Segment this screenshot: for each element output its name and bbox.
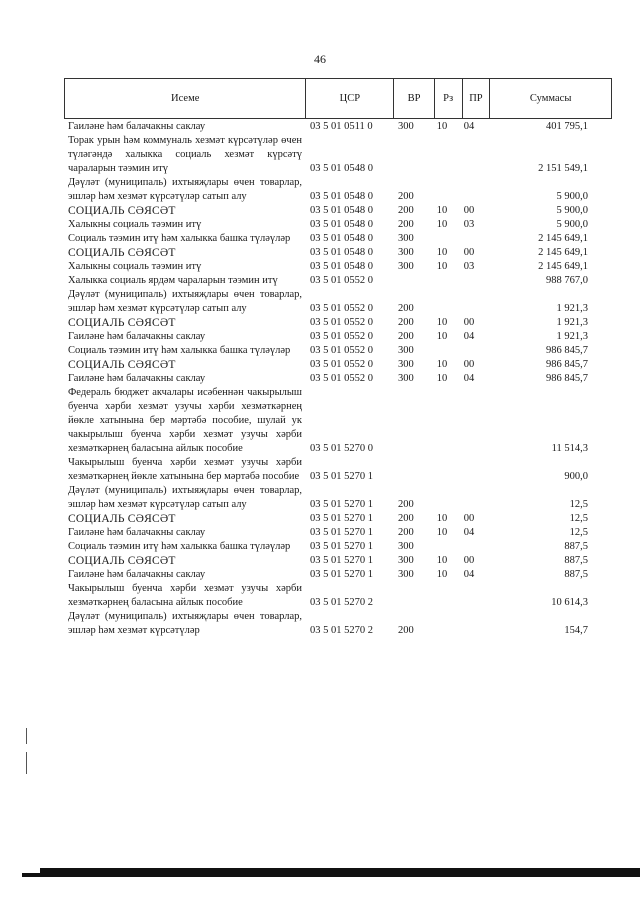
cell-name: Чакырылыш буенча хәрби хезмәт узучы хәрби хезмәткәрнең йөкле хатынына бер мәртәбә пособие	[68, 457, 302, 482]
cell-csr: 03 5 01 0552 0	[310, 275, 373, 286]
table-row	[68, 484, 588, 512]
table-row	[68, 120, 588, 134]
table-row	[68, 358, 588, 372]
table-row	[68, 260, 588, 274]
table-row	[68, 232, 588, 246]
cell-vr: 300	[398, 345, 414, 356]
table-row	[68, 274, 588, 288]
margin-mark	[26, 752, 27, 774]
cell-sum: 12,5	[569, 527, 588, 538]
cell-rz: 10	[436, 331, 448, 342]
cell-csr: 03 5 01 0552 0	[310, 303, 373, 314]
cell-name: СОЦИАЛЬ СӘЯСӘТ	[68, 317, 176, 329]
table-row	[68, 554, 588, 568]
cell-vr: 300	[398, 247, 414, 258]
cell-vr: 200	[398, 513, 414, 524]
cell-vr: 300	[398, 121, 414, 132]
header-vr: ВР	[394, 79, 435, 119]
cell-rz: 10	[436, 569, 448, 580]
cell-csr: 03 5 01 0552 0	[310, 345, 373, 356]
cell-sum: 986 845,7	[546, 345, 588, 356]
cell-csr: 03 5 01 0552 0	[310, 359, 373, 370]
cell-rz: 10	[436, 359, 448, 370]
cell-sum: 5 900,0	[556, 205, 588, 216]
cell-sum: 2 145 649,1	[538, 247, 588, 258]
cell-rz: 10	[436, 219, 448, 230]
cell-sum: 2 145 649,1	[538, 233, 588, 244]
cell-pr: 03	[463, 219, 475, 230]
cell-vr: 300	[398, 233, 414, 244]
cell-name: Торак урын һәм коммуналь хезмәт күрсәтүләр өчен түләгәндә халыкка социаль хезмәт күрсәтү чараларын тәэмин итү	[68, 135, 302, 174]
cell-name: Гаиләне һәм балачакны саклау	[68, 121, 206, 132]
table-row	[68, 316, 588, 330]
cell-csr: 03 5 01 0552 0	[310, 317, 373, 328]
cell-pr: 00	[463, 359, 475, 370]
cell-name: Социаль тәэмин итү һәм халыкка башка түләүләр	[68, 233, 291, 244]
cell-vr: 200	[398, 205, 414, 216]
cell-vr: 200	[398, 527, 414, 538]
cell-vr: 300	[398, 541, 414, 552]
cell-rz: 10	[436, 247, 448, 258]
cell-name: Гаиләне һәм балачакны саклау	[68, 527, 206, 538]
cell-pr: 04	[463, 569, 475, 580]
cell-sum: 887,5	[564, 555, 588, 566]
cell-sum: 1 921,3	[556, 317, 588, 328]
cell-pr: 00	[463, 555, 475, 566]
cell-vr: 300	[398, 359, 414, 370]
table-row	[68, 582, 588, 610]
table-body	[68, 120, 588, 638]
table-row	[68, 288, 588, 316]
cell-name: СОЦИАЛЬ СӘЯСӘТ	[68, 555, 176, 567]
cell-sum: 401 795,1	[546, 121, 588, 132]
cell-name: Гаиләне һәм балачакны саклау	[68, 373, 206, 384]
cell-sum: 1 921,3	[556, 331, 588, 342]
cell-pr: 00	[463, 513, 475, 524]
cell-csr: 03 5 01 0552 0	[310, 331, 373, 342]
cell-rz: 10	[436, 317, 448, 328]
table-row	[68, 344, 588, 358]
cell-name: Дәүләт (муниципаль) ихтыяҗлары өчен товарлар, эшләр һәм хезмәт күрсәтүләр	[68, 611, 302, 636]
cell-rz: 10	[436, 513, 448, 524]
header-sum: Суммасы	[490, 79, 612, 119]
table-row	[68, 372, 588, 386]
margin-mark	[26, 728, 27, 744]
cell-rz: 10	[436, 205, 448, 216]
table-row	[68, 134, 588, 176]
cell-csr: 03 5 01 0552 0	[310, 373, 373, 384]
table-row	[68, 526, 588, 540]
cell-sum: 986 845,7	[546, 359, 588, 370]
table-row	[68, 386, 588, 456]
cell-rz: 10	[436, 373, 448, 384]
cell-sum: 1 921,3	[556, 303, 588, 314]
cell-csr: 03 5 01 5270 1	[310, 569, 373, 580]
cell-rz: 10	[436, 261, 448, 272]
cell-rz: 10	[436, 121, 448, 132]
table-row	[68, 540, 588, 554]
cell-name: Социаль тәэмин итү һәм халыкка башка түләүләр	[68, 541, 291, 552]
header-name: Исеме	[65, 79, 306, 119]
cell-sum: 887,5	[564, 569, 588, 580]
cell-pr: 04	[463, 373, 475, 384]
cell-name: СОЦИАЛЬ СӘЯСӘТ	[68, 205, 176, 217]
cell-name: Халыкны социаль тәэмин итү	[68, 219, 202, 230]
cell-sum: 5 900,0	[556, 219, 588, 230]
cell-sum: 12,5	[569, 513, 588, 524]
table-row	[68, 568, 588, 582]
table-row	[68, 512, 588, 526]
cell-sum: 10 614,3	[551, 597, 588, 608]
table-row	[68, 330, 588, 344]
table-row	[68, 176, 588, 204]
cell-pr: 04	[463, 331, 475, 342]
cell-csr: 03 5 01 0548 0	[310, 233, 373, 244]
cell-sum: 900,0	[564, 471, 588, 482]
cell-name: Халыкка социаль ярдәм чараларын тәэмин итү	[68, 275, 278, 286]
cell-pr: 00	[463, 317, 475, 328]
cell-csr: 03 5 01 0548 0	[310, 261, 373, 272]
header-rz: Рз	[434, 79, 462, 119]
scan-edge	[22, 873, 42, 877]
cell-pr: 00	[463, 205, 475, 216]
cell-sum: 986 845,7	[546, 373, 588, 384]
page-number: 46	[314, 52, 326, 66]
cell-rz: 10	[436, 527, 448, 538]
table-header	[64, 78, 612, 119]
table-row	[68, 610, 588, 638]
cell-sum: 2 145 649,1	[538, 261, 588, 272]
cell-name: Халыкны социаль тәэмин итү	[68, 261, 202, 272]
cell-pr: 00	[463, 247, 475, 258]
cell-sum: 887,5	[564, 541, 588, 552]
cell-csr: 03 5 01 5270 2	[310, 597, 373, 608]
cell-csr: 03 5 01 5270 0	[310, 443, 373, 454]
cell-sum: 5 900,0	[556, 191, 588, 202]
cell-vr: 200	[398, 499, 414, 510]
cell-name: Чакырылыш буенча хәрби хезмәт узучы хәрби хезмәткәрнең баласына айлык пособие	[68, 583, 302, 608]
cell-name: Гаиләне һәм балачакны саклау	[68, 331, 206, 342]
cell-name: СОЦИАЛЬ СӘЯСӘТ	[68, 247, 176, 259]
cell-sum: 11 514,3	[551, 443, 588, 454]
cell-csr: 03 5 01 5270 1	[310, 555, 373, 566]
cell-csr: 03 5 01 0548 0	[310, 205, 373, 216]
cell-vr: 200	[398, 303, 414, 314]
cell-name: Дәүләт (муниципаль) ихтыяҗлары өчен товарлар, эшләр һәм хезмәт күрсәтүләр сатып алу	[68, 485, 302, 510]
cell-csr: 03 5 01 5270 1	[310, 527, 373, 538]
cell-csr: 03 5 01 0548 0	[310, 219, 373, 230]
cell-vr: 200	[398, 317, 414, 328]
table-row	[68, 456, 588, 484]
cell-vr: 300	[398, 569, 414, 580]
cell-sum: 2 151 549,1	[538, 163, 588, 174]
cell-csr: 03 5 01 5270 1	[310, 471, 373, 482]
cell-csr: 03 5 01 0548 0	[310, 191, 373, 202]
cell-name: Социаль тәэмин итү һәм халыкка башка түләүләр	[68, 345, 291, 356]
cell-csr: 03 5 01 0548 0	[310, 247, 373, 258]
cell-rz: 10	[436, 555, 448, 566]
cell-sum: 988 767,0	[546, 275, 588, 286]
cell-csr: 03 5 01 0548 0	[310, 163, 373, 174]
header-csr: ЦСР	[306, 79, 394, 119]
scan-edge	[40, 868, 640, 877]
cell-sum: 12,5	[569, 499, 588, 510]
table-row	[68, 218, 588, 232]
cell-csr: 03 5 01 0511 0	[310, 121, 373, 132]
cell-pr: 04	[463, 527, 475, 538]
cell-csr: 03 5 01 5270 1	[310, 499, 373, 510]
cell-pr: 04	[463, 121, 475, 132]
cell-vr: 300	[398, 261, 414, 272]
cell-sum: 154,7	[564, 625, 588, 636]
cell-pr: 03	[463, 261, 475, 272]
cell-vr: 200	[398, 625, 414, 636]
cell-vr: 200	[398, 191, 414, 202]
cell-csr: 03 5 01 5270 1	[310, 513, 373, 524]
cell-name: СОЦИАЛЬ СӘЯСӘТ	[68, 513, 176, 525]
cell-name: Дәүләт (муниципаль) ихтыяҗлары өчен товарлар, эшләр һәм хезмәт күрсәтүләр сатып алу	[68, 177, 302, 202]
table-row	[68, 204, 588, 218]
cell-vr: 300	[398, 373, 414, 384]
cell-vr: 200	[398, 331, 414, 342]
cell-name: Дәүләт (муниципаль) ихтыяҗлары өчен товарлар, эшләр һәм хезмәт күрсәтүләр сатып алу	[68, 289, 302, 314]
cell-csr: 03 5 01 5270 1	[310, 541, 373, 552]
cell-name: СОЦИАЛЬ СӘЯСӘТ	[68, 359, 176, 371]
cell-csr: 03 5 01 5270 2	[310, 625, 373, 636]
cell-vr: 300	[398, 555, 414, 566]
cell-name: Гаиләне һәм балачакны саклау	[68, 569, 206, 580]
table-row	[68, 246, 588, 260]
cell-name: Федераль бюджет акчалары исәбеннән чакырылыш буенча хәрби хезмәт узучы хәрби хезмәткәрнең йөкле хатынына бер мәртәбә пособие, шулай ук чакырылыш буенча хәрби хезмәт узучы хәрби хезмәткәрнең баласына айлык пособие	[68, 387, 302, 454]
header-pr: ПР	[462, 79, 490, 119]
cell-vr: 200	[398, 219, 414, 230]
